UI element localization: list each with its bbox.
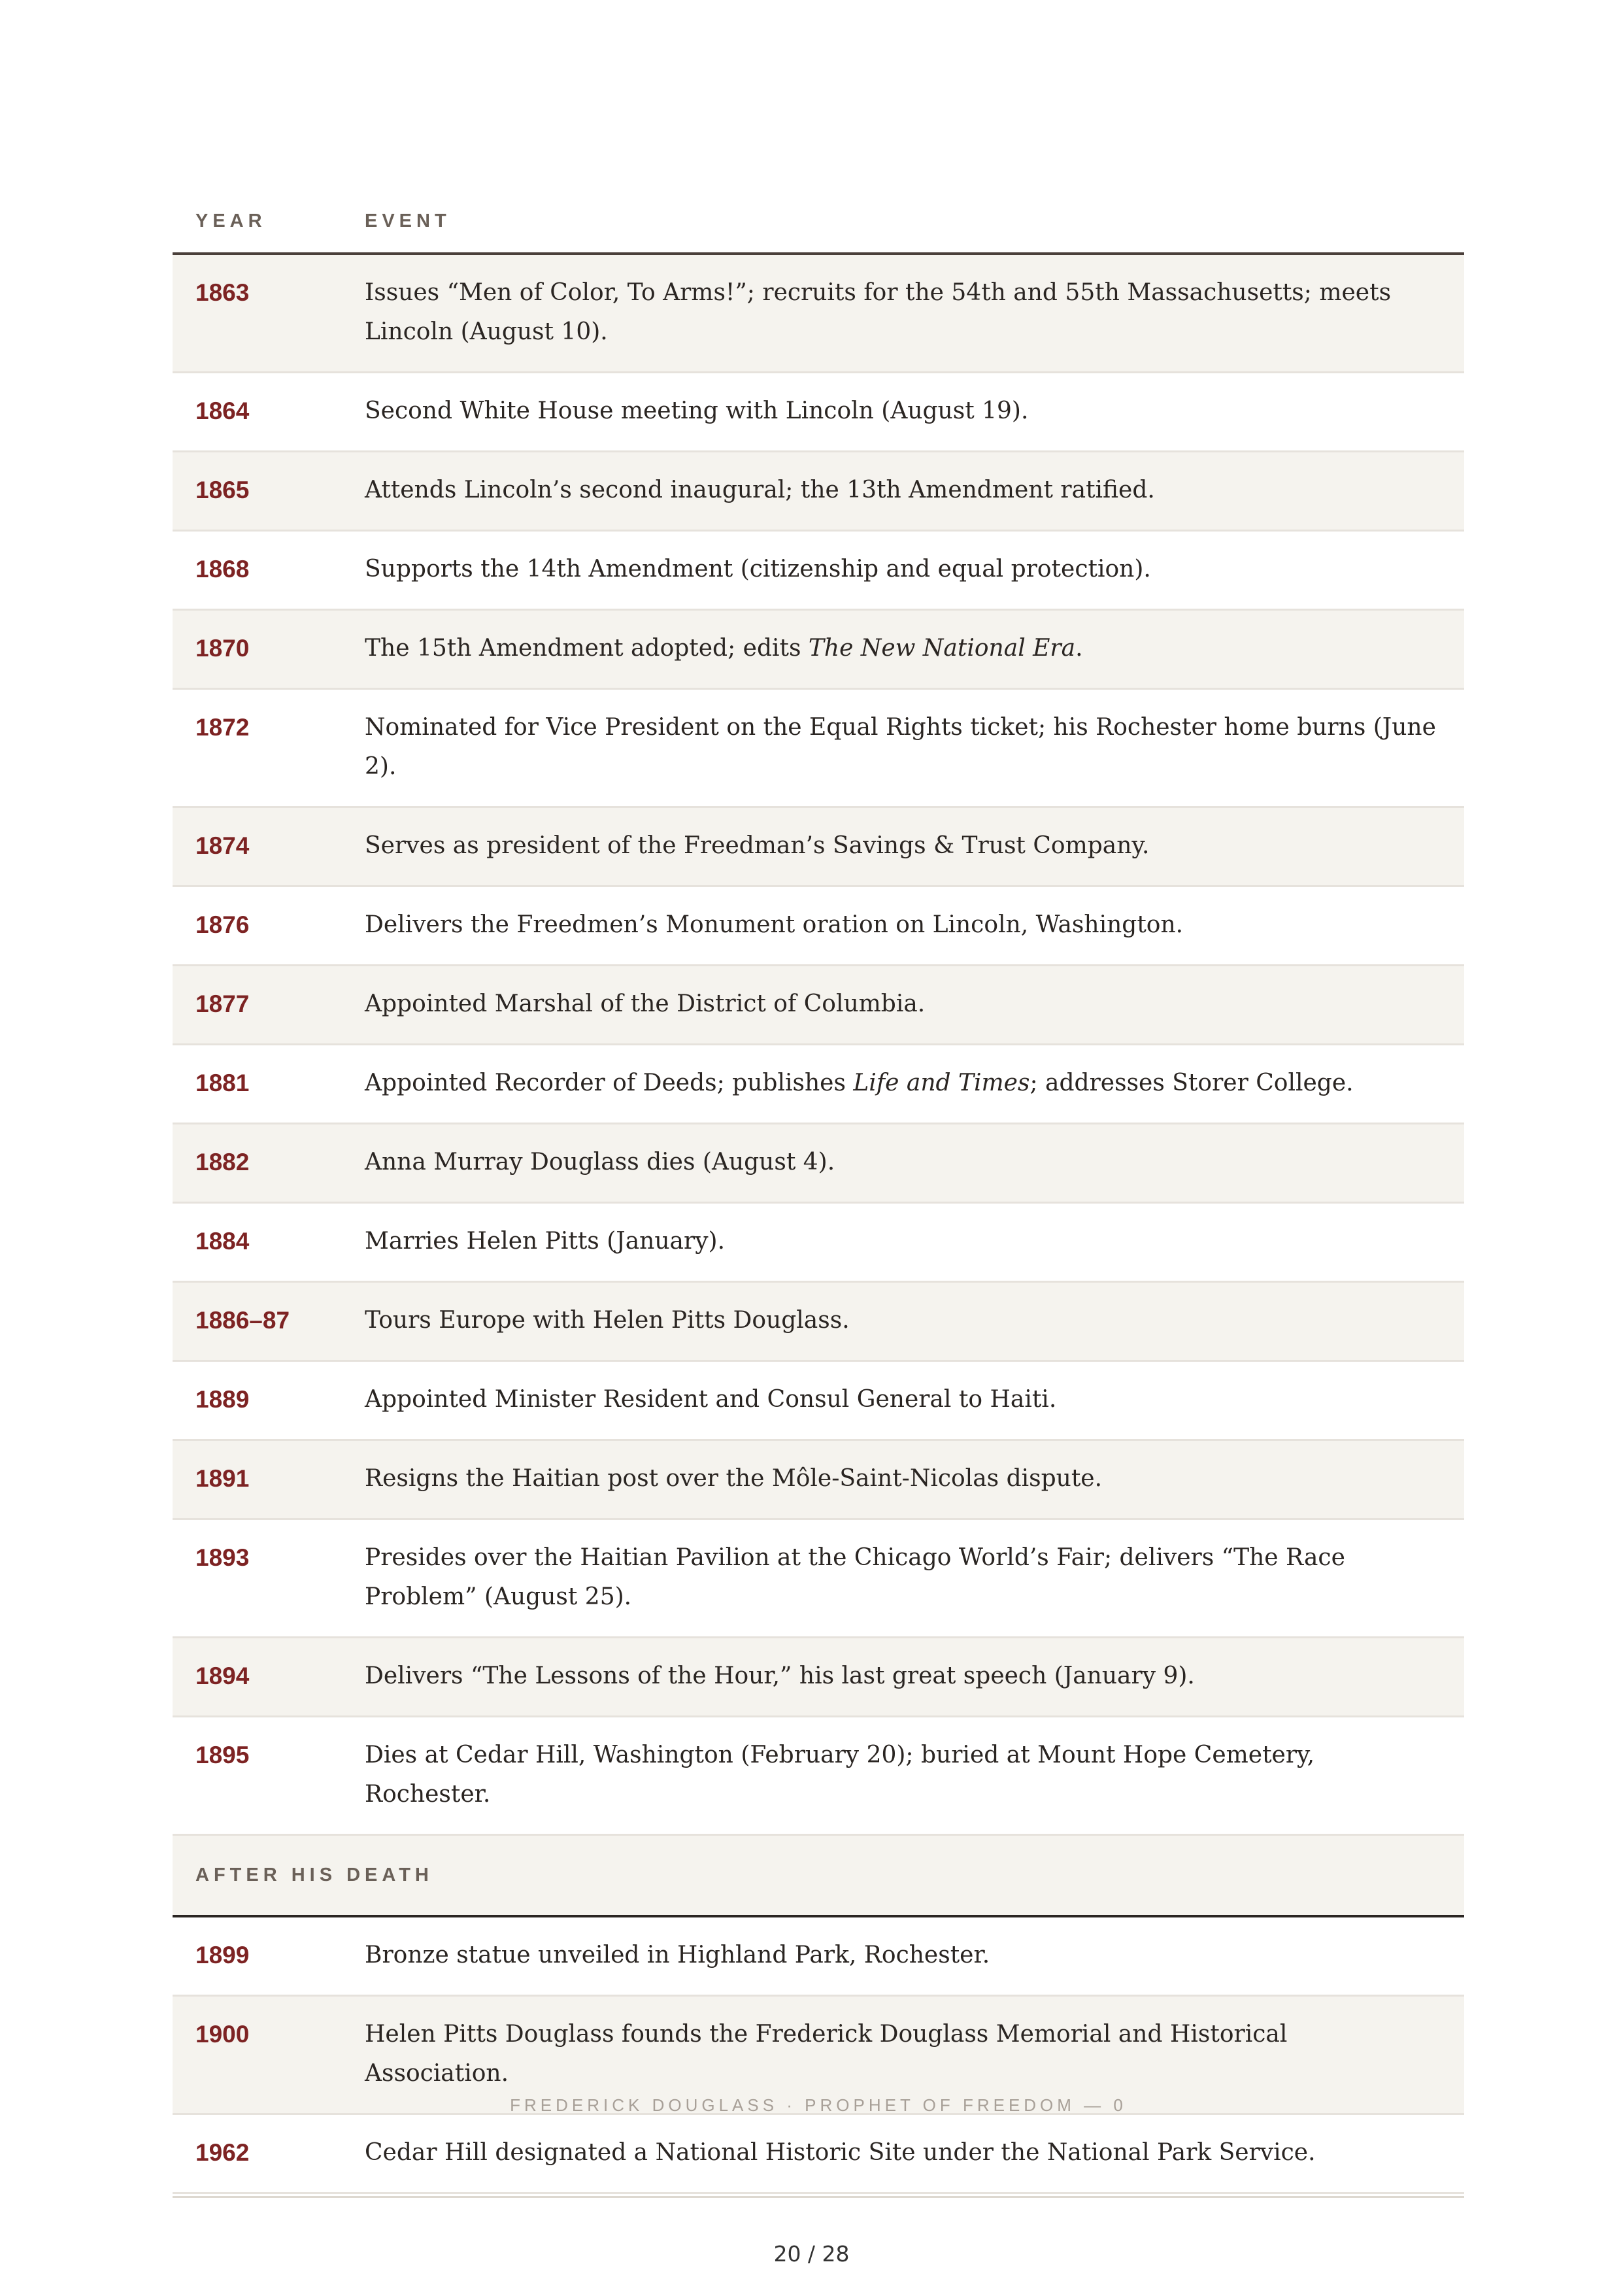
row-event: Supports the 14th Amendment (citizenship and equal protection). [365,556,1151,582]
row-year: 1899 [195,1942,250,1968]
row-event: Second White House meeting with Lincoln (August 19). [365,397,1029,424]
table-row [173,611,1464,690]
table-row [173,1717,1464,1836]
row-year: 1882 [195,1149,250,1175]
running-footer: FREDERICK DOUGLASS · PROPHET OF FREEDOM — 0 [510,2095,1127,2115]
table-bottom-rule [173,2194,1464,2198]
row-year: 1876 [195,911,250,938]
table-body [173,255,1464,1836]
table-row [173,452,1464,532]
row-year: 1962 [195,2139,250,2166]
table-row [173,808,1464,887]
row-event: Tours Europe with Helen Pitts Douglass. [365,1307,850,1334]
row-year: 1894 [195,1663,250,1689]
event-text: ; addresses Storer College. [1029,1070,1354,1096]
table-row [173,1124,1464,1204]
event-text: The 15th Amendment adopted; edits [365,635,809,662]
row-year: 1900 [195,2021,250,2048]
row-event [365,1045,1464,1123]
table-body-after-death [173,1917,1464,2194]
row-event: Nominated for Vice President on the Equal Rights ticket; his Rochester home burns (June 2). [365,714,1436,780]
page-indicator: 20 / 28 [773,2241,850,2267]
table-header [173,190,1464,255]
column-header-year: YEAR [195,210,267,231]
row-year: 1881 [195,1070,250,1096]
row-year: 1865 [195,477,250,503]
row-event: Cedar Hill designated a National Historic Site under the National Park Service. [365,2139,1316,2166]
row-event: Issues “Men of Color, To Arms!”; recruits for the 54th and 55th Massachusetts; meets Lincoln (August 10). [365,279,1392,345]
event-text: Appointed Recorder of Deeds; publishes [365,1070,854,1096]
section-label: AFTER HIS DEATH [195,1865,433,1885]
chronology-table [173,190,1464,2198]
row-event: Appointed Marshal of the District of Columbia. [365,990,926,1017]
table-row [173,1441,1464,1520]
table-row [173,2115,1464,2194]
table-row [173,966,1464,1045]
row-event: Resigns the Haitian post over the Môle-Saint-Nicolas dispute. [365,1465,1103,1492]
publication-title: The New National Era [808,635,1076,662]
row-event: Bronze statue unveiled in Highland Park, Rochester. [365,1942,990,1968]
column-header-event: EVENT [365,210,451,231]
row-year: 1863 [195,279,250,306]
row-event: Attends Lincoln’s second inaugural; the 13th Amendment ratified. [365,477,1155,503]
table-row [173,1520,1464,1638]
row-year: 1884 [195,1228,250,1255]
table-row [173,1283,1464,1362]
row-year: 1874 [195,832,250,859]
table-row [173,373,1464,452]
row-year: 1886–87 [195,1307,290,1334]
row-event: Helen Pitts Douglass founds the Frederick Douglass Memorial and Historical Association. [365,2021,1288,2087]
row-event [365,611,1464,688]
table-row [173,1362,1464,1441]
table-row [173,1204,1464,1283]
row-event: Appointed Minister Resident and Consul General to Haiti. [365,1386,1057,1413]
row-year: 1872 [195,714,250,741]
table-row [173,532,1464,611]
row-year: 1877 [195,990,250,1017]
row-event: Presides over the Haitian Pavilion at the Chicago World’s Fair; delivers “The Race Problem” (August 25). [365,1544,1345,1610]
table-row [173,255,1464,373]
row-year: 1893 [195,1544,250,1571]
table-row [173,1045,1464,1124]
row-event: Delivers “The Lessons of the Hour,” his last great speech (January 9). [365,1663,1195,1689]
row-event: Marries Helen Pitts (January). [365,1228,726,1255]
row-event: Anna Murray Douglass dies (August 4). [365,1149,835,1175]
event-text: . [1075,635,1083,662]
row-event: Dies at Cedar Hill, Washington (February 20); buried at Mount Hope Cemetery, Rochester. [365,1742,1315,1808]
row-year: 1870 [195,635,250,662]
table-row [173,690,1464,808]
publication-title: Life and Times [853,1070,1030,1096]
table-row [173,887,1464,966]
section-header-after-death [173,1836,1464,1917]
row-event: Serves as president of the Freedman’s Savings & Trust Company. [365,832,1150,859]
table-row [173,1638,1464,1717]
row-year: 1864 [195,397,250,424]
table-row [173,1917,1464,1997]
row-year: 1889 [195,1386,250,1413]
row-year: 1868 [195,556,250,582]
row-year: 1895 [195,1742,250,1768]
row-year: 1891 [195,1465,250,1492]
row-event: Delivers the Freedmen’s Monument oration on Lincoln, Washington. [365,911,1184,938]
